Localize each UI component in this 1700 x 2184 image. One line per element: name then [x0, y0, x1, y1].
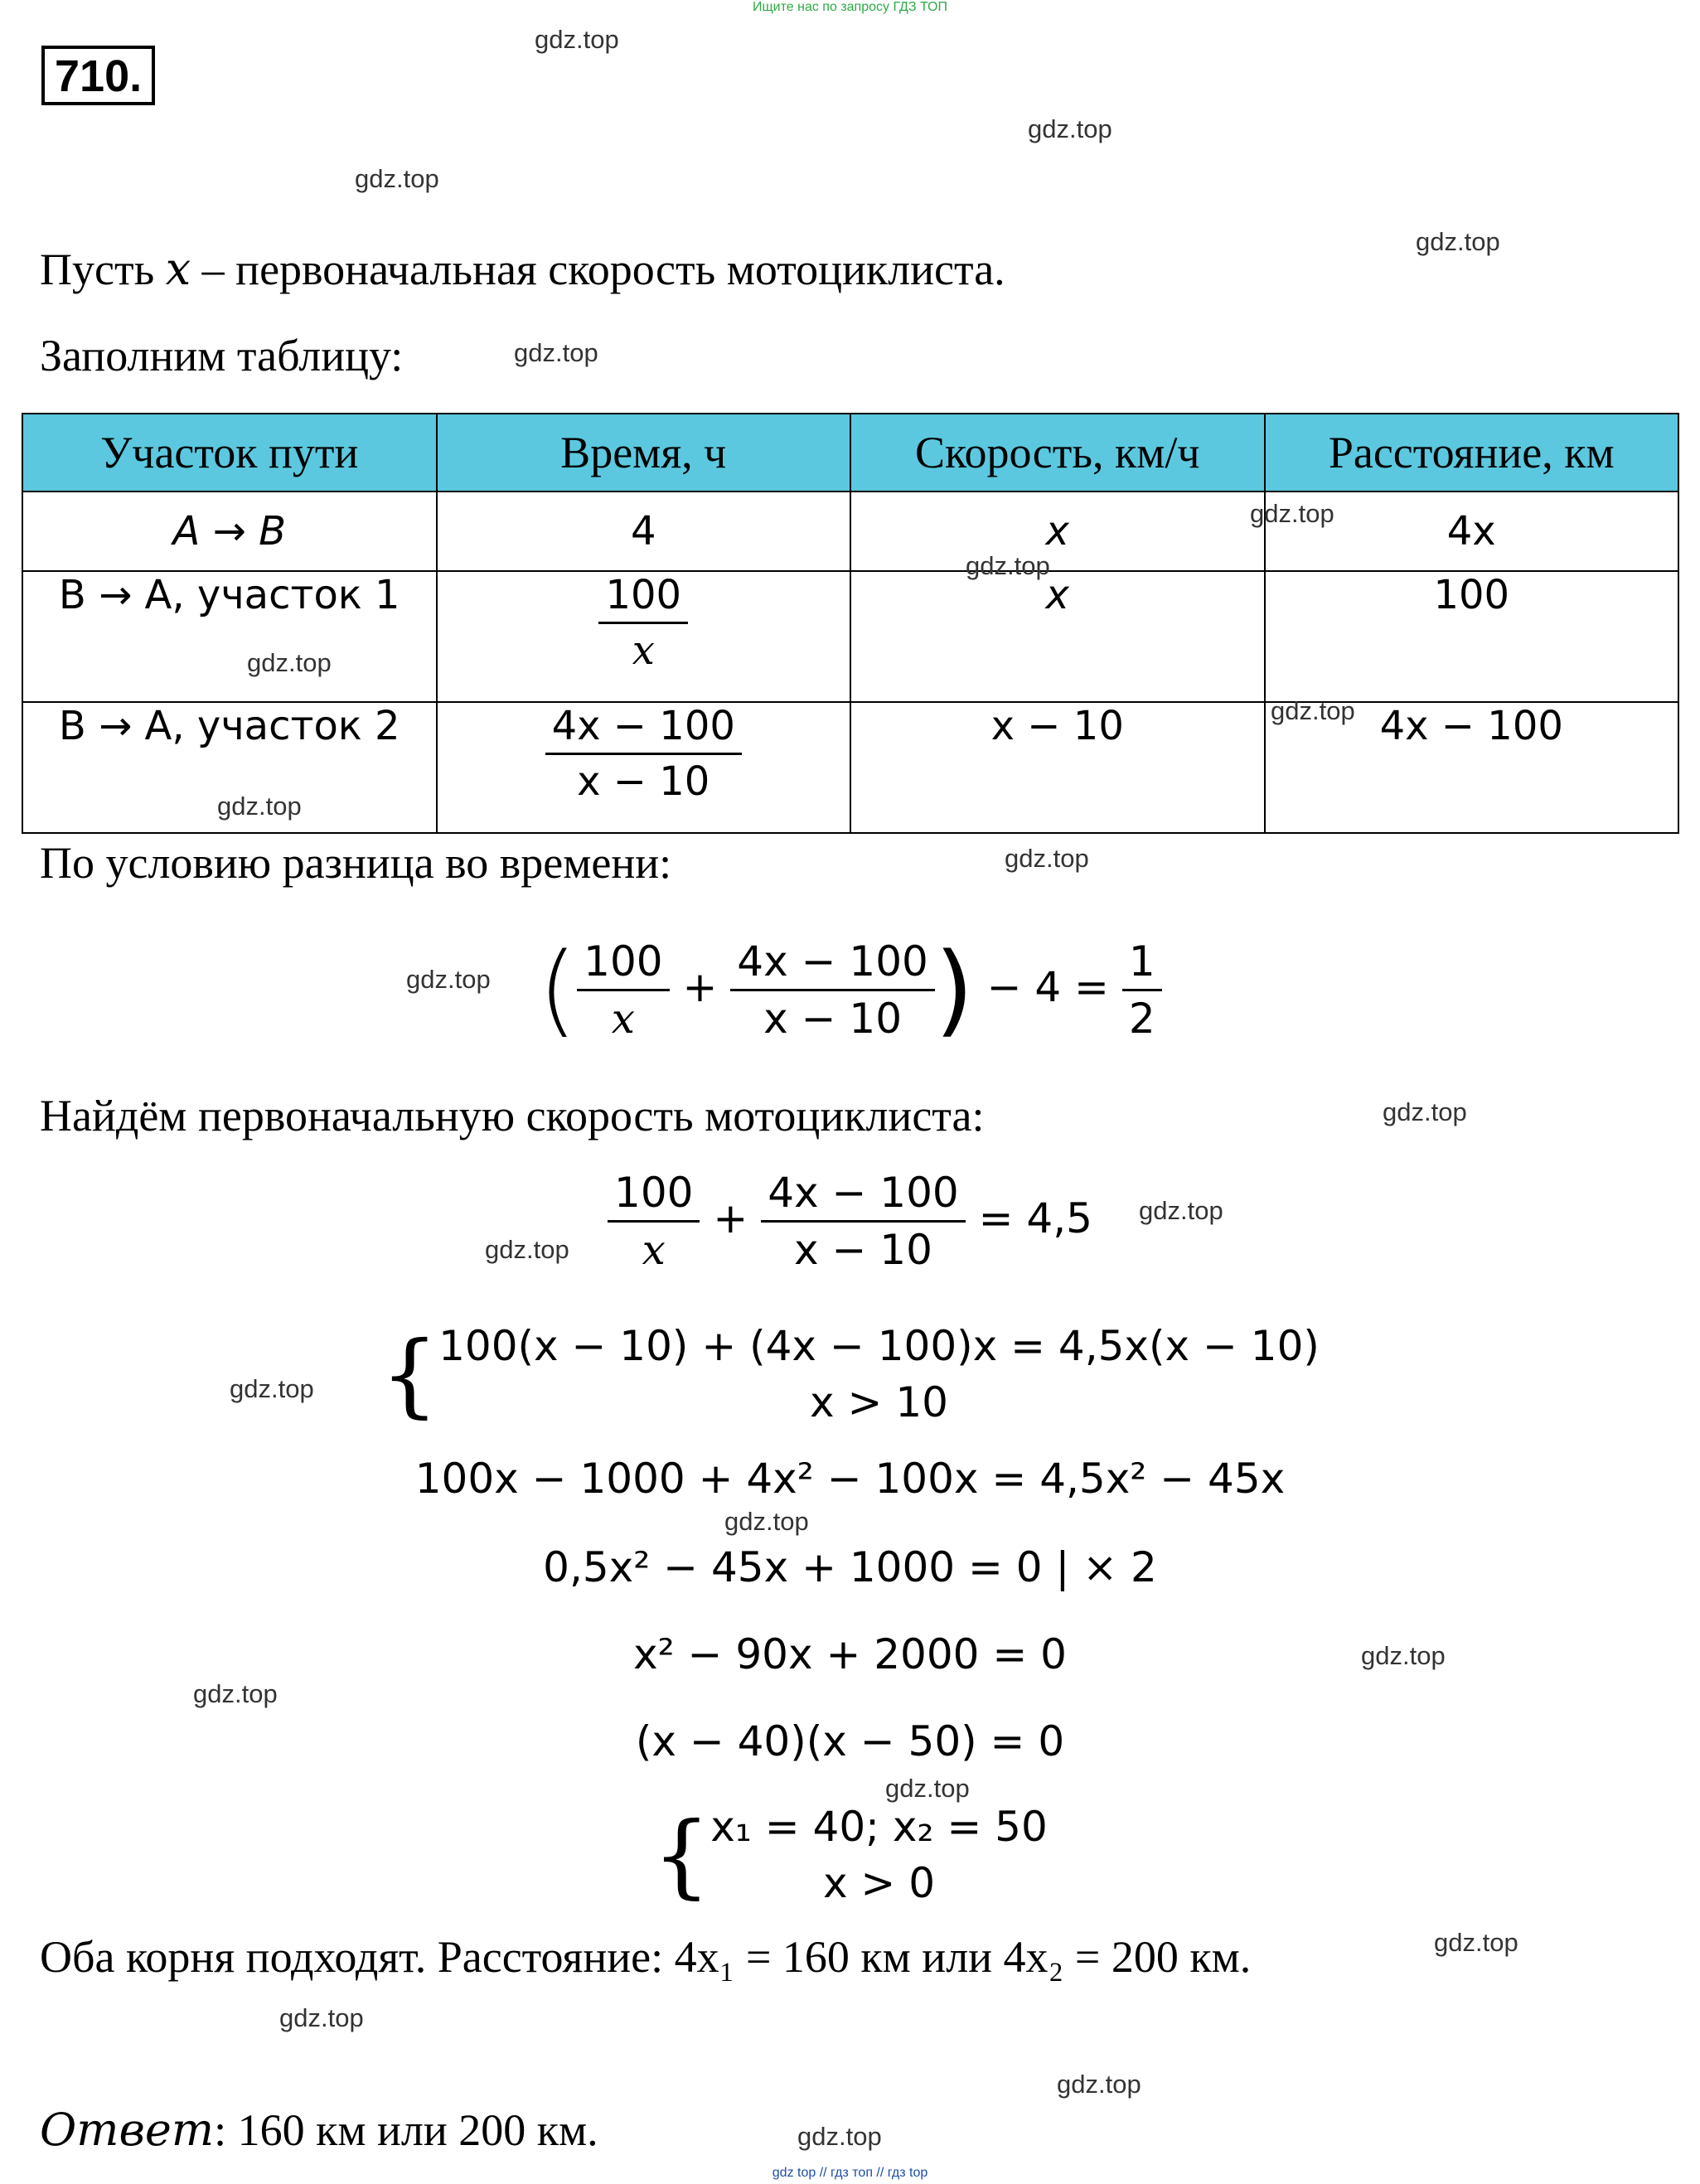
cell-time: 4	[437, 492, 851, 571]
watermark: gdz.top	[406, 965, 491, 994]
step-expanded: 100x − 1000 + 4x² − 100x = 4,5x² − 45x	[414, 1455, 1286, 1503]
condition-text: По условию разница во времени:	[40, 838, 672, 888]
watermark: gdz.top	[1416, 227, 1500, 256]
table-header: Расстояние, км	[1265, 414, 1679, 492]
watermark: gdz.top	[485, 1235, 569, 1264]
cell-speed: x	[850, 571, 1265, 702]
problem-number: 710.	[41, 46, 155, 105]
table-header: Скорость, км/ч	[850, 414, 1265, 492]
fraction-denominator: x − 10	[577, 758, 710, 805]
watermark: gdz.top	[230, 1374, 314, 1403]
watermark: gdz.top	[247, 648, 332, 677]
watermark: gdz.top	[1005, 844, 1089, 873]
cell-distance: 4x	[1265, 492, 1679, 571]
cell-section: A → B	[22, 492, 437, 571]
cell-distance: 100	[1265, 571, 1679, 702]
watermark: gdz.top	[797, 2122, 882, 2151]
system-equation-2: { x₁ = 40; x₂ = 50 x > 0	[652, 1802, 1048, 1908]
watermark: gdz.top	[1139, 1196, 1223, 1225]
watermark: gdz.top	[355, 164, 439, 193]
answer-text: Ответ: 160 км или 200 км.	[40, 2104, 598, 2156]
table-row	[22, 571, 1678, 702]
step-normalized: x² − 90x + 2000 = 0	[633, 1630, 1067, 1678]
watermark: gdz.top	[535, 25, 619, 54]
table-row	[22, 492, 1678, 571]
system-equation-1: { 100(x − 10) + (4x − 100)x = 4,5x(x − 10) x > 10	[380, 1321, 1320, 1427]
watermark: gdz.top	[1383, 1097, 1467, 1126]
cell-section: B → A, участок 1	[22, 571, 437, 702]
top-search-note: Ищите нас по запросу ГДЗ ТОП	[753, 0, 947, 14]
fill-table-text: Заполним таблицу:	[40, 331, 404, 380]
table-header: Участок пути	[22, 414, 437, 492]
watermark: gdz.top	[1271, 696, 1355, 725]
watermark: gdz.top	[724, 1507, 809, 1536]
watermark: gdz.top	[217, 792, 302, 821]
step-quadratic: 0,5x² − 45x + 1000 = 0 | × 2	[543, 1543, 1157, 1591]
motion-table	[22, 413, 1679, 834]
cell-distance: 4x − 100	[1265, 702, 1679, 833]
watermark: gdz.top	[966, 551, 1050, 580]
watermark: gdz.top	[1361, 1641, 1446, 1670]
equation-time-difference: ( $\frac{100}{x}$ + $\frac{4x - 100}{x - 10}$ ) − 4 = $\frac{1}{2}$	[0, 932, 1700, 1048]
fraction-numerator: 100	[598, 572, 688, 624]
watermark: gdz.top	[279, 2003, 364, 2032]
watermark: gdz.top	[514, 338, 598, 367]
cell-time	[437, 702, 851, 833]
find-speed-text: Найдём первоначальную скорость мотоциклиста:	[40, 1091, 985, 1140]
cell-speed: x	[850, 492, 1265, 571]
watermark: gdz.top	[885, 1774, 970, 1803]
watermark: gdz.top	[1434, 1928, 1518, 1957]
intro-text: Пусть x – первоначальная скорость мотоциклиста.	[40, 243, 1005, 295]
cell-time	[437, 571, 851, 702]
cell-speed: x − 10	[850, 702, 1265, 833]
watermark: gdz.top	[193, 1679, 278, 1708]
bottom-note: gdz top // гдз топ // гдз top	[772, 2166, 928, 2180]
watermark: gdz.top	[1250, 499, 1334, 528]
conclusion-text: Оба корня подходят. Расстояние: 4x₁ = 160 км или 4x₂ = 200 км.	[40, 1932, 1252, 1982]
watermark: gdz.top	[1057, 2070, 1141, 2099]
cell-section: B → A, участок 2	[22, 702, 437, 833]
fraction-denominator: x	[632, 627, 655, 674]
table-header: Время, ч	[437, 414, 851, 492]
watermark: gdz.top	[1028, 114, 1112, 143]
step-factored: (x − 40)(x − 50) = 0	[635, 1717, 1065, 1765]
equation-sum-times: $\frac{100}{x}$ + $\frac{4x - 100}{x - 10}$ = 4,5	[0, 1169, 1700, 1274]
fraction-numerator: 4x − 100	[545, 703, 742, 755]
